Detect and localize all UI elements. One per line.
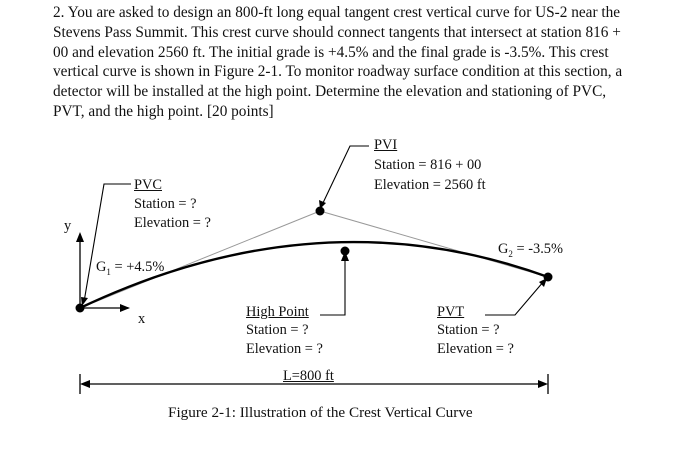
g1-symbol: G xyxy=(96,259,107,275)
pvt-leader xyxy=(485,281,544,315)
x-axis-arrowhead xyxy=(120,304,130,312)
pvt-station: Station = ? xyxy=(437,322,500,338)
pvc-leader xyxy=(84,184,131,302)
pvc-station: Station = ? xyxy=(134,196,197,212)
high-point-title: High Point xyxy=(246,304,309,320)
g2-value: = -3.5% xyxy=(512,241,563,257)
g2-subscript: 2 xyxy=(508,248,513,259)
g1-label xyxy=(96,258,164,281)
problem-statement: 2. You are asked to design an 800-ft long equal tangent crest vertical curve for US-2 near the Stevens Pass Summit. This crest curve should connect tangents that intersect at station 816 + 00 and elevation 2560 ft. The initial grade is +4.5% and the final grade is -3.5%. This crest vertical curve is shown in Figure 2-1. To monitor roadway surface condition at this section, a detector will be installed at the high point. Determine the elevation and stationing of PVC, PVT, and the high point. [20 points] xyxy=(53,4,623,120)
pvi-leader xyxy=(322,146,369,205)
pvi-title: PVI xyxy=(374,137,398,153)
high-point-leader xyxy=(320,256,345,315)
pvc-title: PVC xyxy=(134,177,162,193)
high-point-elevation: Elevation = ? xyxy=(246,341,323,357)
pvc-point xyxy=(76,304,85,313)
g1-value: = +4.5% xyxy=(110,259,165,275)
y-axis-arrowhead xyxy=(76,232,84,242)
length-dim-left-arrow xyxy=(80,380,90,388)
length-label: L=800 ft xyxy=(283,368,334,384)
pvt-elevation: Elevation = ? xyxy=(437,341,514,357)
pvi-elevation: Elevation = 2560 ft xyxy=(374,177,486,193)
y-axis-label: y xyxy=(64,218,72,234)
pvi-station: Station = 816 + 00 xyxy=(374,157,482,173)
g2-label xyxy=(498,240,563,263)
figure-caption: Figure 2-1: Illustration of the Crest Vertical Curve xyxy=(168,404,473,421)
pvt-title: PVT xyxy=(437,304,465,320)
g1-subscript: 1 xyxy=(106,266,111,277)
pvc-elevation: Elevation = ? xyxy=(134,215,211,231)
g2-symbol: G xyxy=(498,241,509,257)
x-axis-label: x xyxy=(138,311,146,327)
high-point-station: Station = ? xyxy=(246,322,309,338)
length-dim-right-arrow xyxy=(538,380,548,388)
